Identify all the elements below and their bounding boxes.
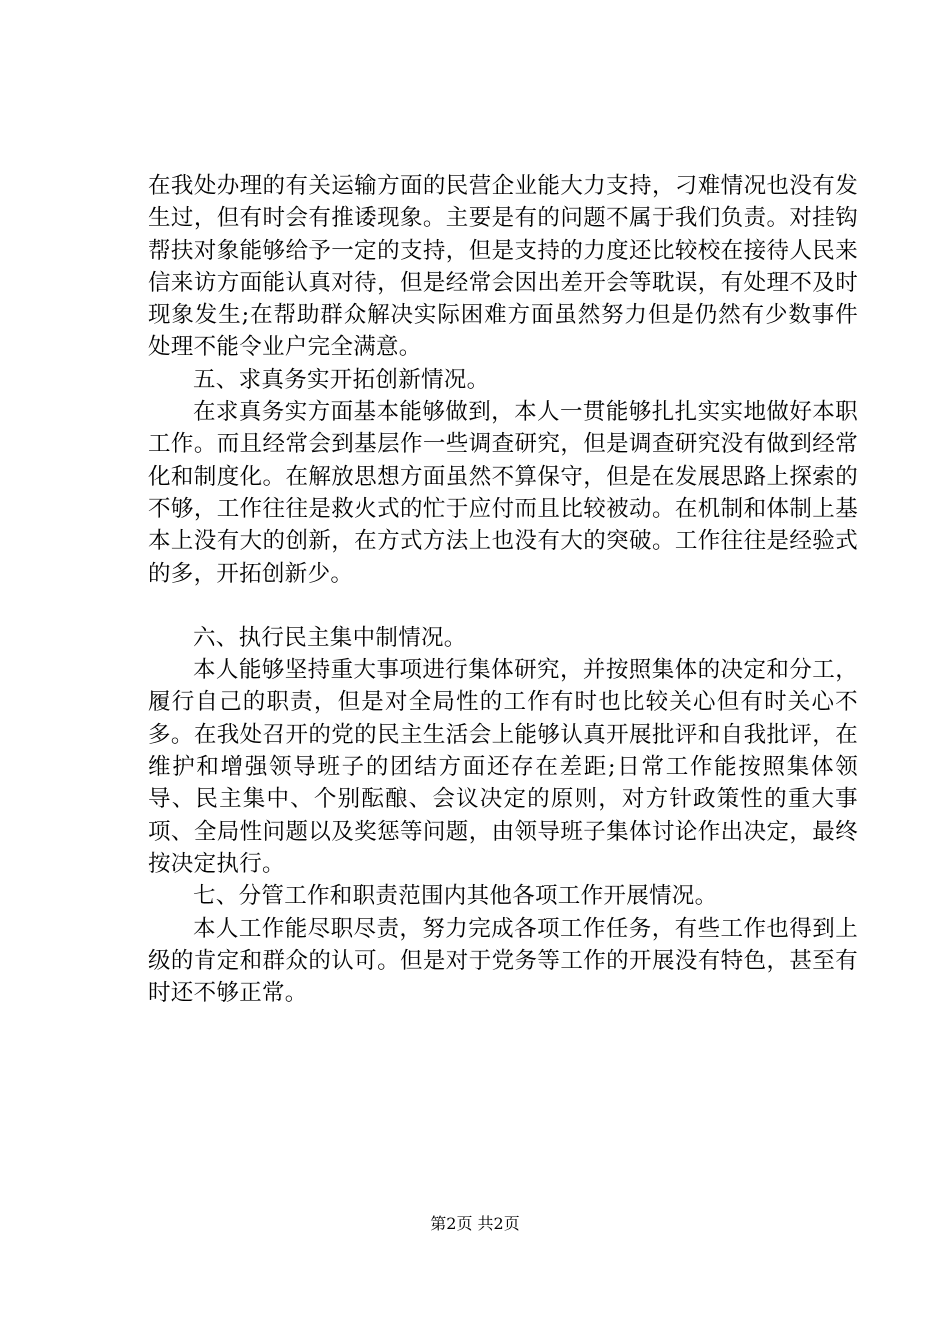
section-heading-five: 五、求真务实开拓创新情况。 xyxy=(193,366,490,393)
document-body xyxy=(148,170,858,1009)
paragraph-continuation: 在我处办理的有关运输方面的民营企业能大力支持，刁难情况也没有发生过，但有时会有推诿现象。主要是有的问题不属于我们负责。对挂钩帮扶对象能够给予一定的支持，但是支持的力度还比较校在接待人民来信来访方面能认真对待，但是经常会因出差开会等耽误，有处理不及时现象发生;在帮助群众解决实际困难方面虽然努力但是仍然有少数事件处理不能令业户完全满意。 xyxy=(148,173,858,361)
paragraph-section-five: 在求真务实方面基本能够做到，本人一贯能够扎扎实实地做好本职工作。而且经常会到基层作一些调查研究，但是调查研究没有做到经常化和制度化。在解放思想方面虽然不算保守，但是在发展思路上探索的不够，工作往往是救火式的忙于应付而且比较被动。在机制和体制上基本上没有大的创新，在方式方法上也没有大的突破。工作往往是经验式的多，开拓创新少。 xyxy=(148,399,858,587)
paragraph-section-six: 本人能够坚持重大事项进行集体研究，并按照集体的决定和分工，履行自己的职责，但是对全局性的工作有时也比较关心但有时关心不多。在我处召开的党的民主生活会上能够认真开展批评和自我批评，在维护和增强领导班子的团结方面还存在差距;日常工作能按照集体领导、民主集中、个别酝酿、会议决定的原则，对方针政策性的重大事项、全局性问题以及奖惩等问题，由领导班子集体讨论作出决定，最终按决定执行。 xyxy=(148,657,858,877)
section-heading-seven: 七、分管工作和职责范围内其他各项工作开展情况。 xyxy=(193,883,718,910)
section-heading-six: 六、执行民主集中制情况。 xyxy=(193,624,467,651)
paragraph-section-seven: 本人工作能尽职尽责，努力完成各项工作任务，有些工作也得到上级的肯定和群众的认可。但是对于党务等工作的开展没有特色，甚至有时还不够正常。 xyxy=(148,915,858,1007)
page-footer: 第2页 共2页 xyxy=(430,1214,520,1233)
